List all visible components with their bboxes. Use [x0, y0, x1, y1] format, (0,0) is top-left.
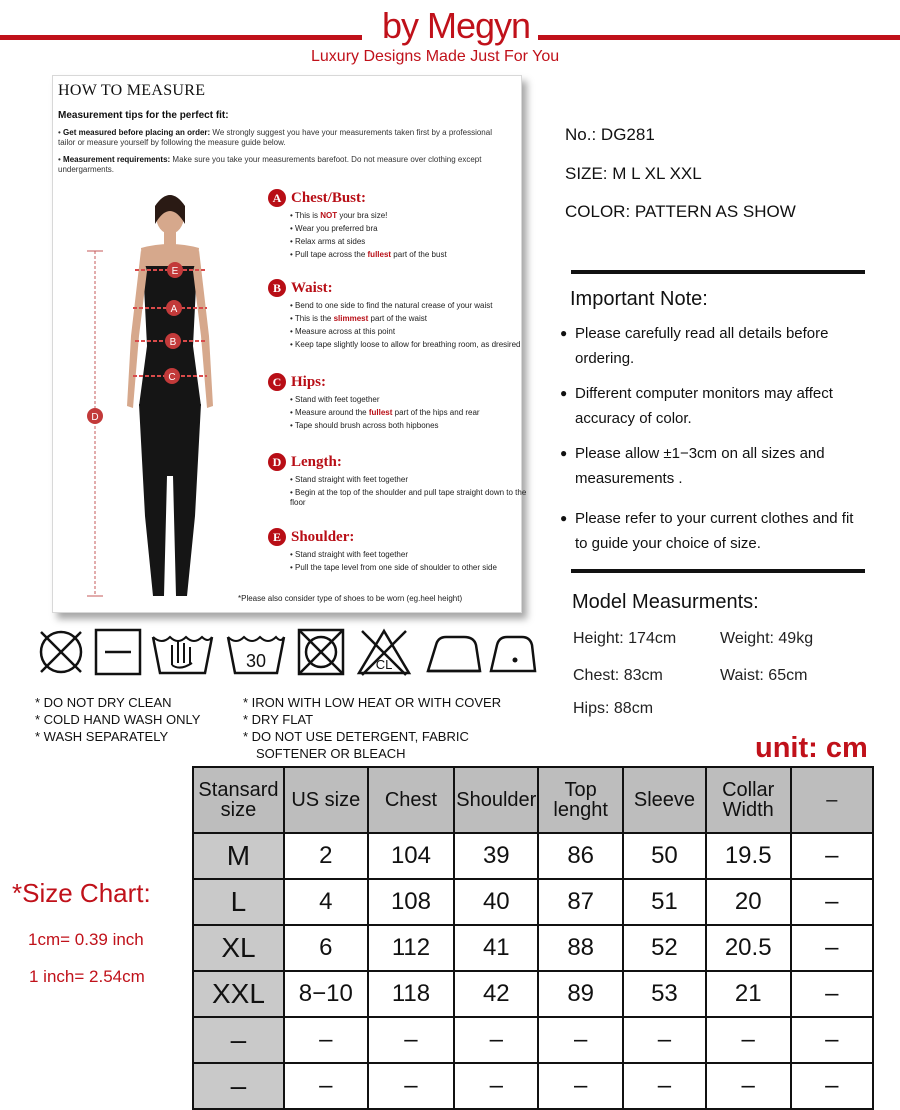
table-cell: 41	[454, 925, 538, 971]
table-cell: 51	[623, 879, 706, 925]
size-label-cell: M	[193, 833, 284, 879]
iron-low-icon	[424, 627, 484, 677]
model-weight: Weight: 49kg	[720, 630, 814, 647]
dry-flat-icon	[93, 627, 143, 677]
header-rule-right	[538, 35, 900, 40]
section-letter-d: D	[268, 453, 286, 471]
table-cell: –	[791, 925, 873, 971]
table-cell: –	[623, 1063, 706, 1109]
divider-bottom	[571, 569, 865, 573]
tips-heading: Measurement tips for the perfect fit:	[58, 110, 229, 121]
wash-30-icon	[225, 627, 287, 677]
table-cell: –	[791, 1063, 873, 1109]
tip-1: • Get measured before placing an order: We strongly suggest you have your measurements taken first by a professional tailor or measure yourself by following the measure guide below.	[58, 128, 492, 147]
size-label-cell: –	[193, 1063, 284, 1109]
table-cell: 86	[538, 833, 623, 879]
table-cell: –	[623, 1017, 706, 1063]
section-hips: C Hips: • Stand with feet together • Measure around the fullest part of the hips and rear • Tape should brush across both hipbones	[268, 373, 530, 434]
table-cell: –	[791, 1017, 873, 1063]
important-note-title: Important Note:	[570, 288, 708, 310]
care-instructions-right: * IRON WITH LOW HEAT OR WITH COVER * DRY FLAT * DO NOT USE DETERGENT, FABRIC SOFTENER OR BLEACH	[243, 695, 502, 761]
brand-tagline: Luxury Designs Made Just For You	[311, 48, 560, 65]
table-row	[193, 925, 873, 971]
unit-label: unit: cm	[755, 732, 868, 764]
how-to-measure-card	[52, 75, 527, 613]
model-measurements-title: Model Measurments:	[572, 591, 759, 613]
column-header: Collar Width	[706, 767, 791, 833]
product-color: COLOR: PATTERN AS SHOW	[565, 202, 796, 221]
table-cell: –	[538, 1017, 623, 1063]
column-header: Top lenght	[538, 767, 623, 833]
conversion-cm-inch: 1cm= 0.39 inch	[28, 930, 144, 949]
column-header: Sleeve	[623, 767, 706, 833]
table-cell: 87	[538, 879, 623, 925]
no-bleach-icon	[356, 627, 412, 677]
table-cell: –	[284, 1017, 368, 1063]
table-row	[193, 971, 873, 1017]
column-header: Shoulder	[454, 767, 538, 833]
table-cell: 112	[368, 925, 455, 971]
tip-2: • Measurement requirements: Make sure you take your measurements barefoot. Do not measure over clothing except undergarments.	[58, 155, 482, 174]
table-cell: 108	[368, 879, 455, 925]
column-header: US size	[284, 767, 368, 833]
table-cell: –	[368, 1017, 455, 1063]
brand-logo: by Megyn	[382, 5, 531, 46]
section-chest: A Chest/Bust: • This is NOT your bra size! • Wear you preferred bra • Relax arms at sides • Pull tape across the fullest part of the bust	[268, 189, 530, 263]
note-item-2: ● Different computer monitors may affect accuracy of color.	[560, 385, 833, 427]
table-cell: –	[791, 971, 873, 1017]
table-cell: 4	[284, 879, 368, 925]
model-chest: Chest: 83cm	[573, 667, 663, 684]
table-cell: 19.5	[706, 833, 791, 879]
size-label-cell: XXL	[193, 971, 284, 1017]
section-shoulder: E Shoulder: • Stand straight with feet together • Pull the tape level from one side of shoulder to other side	[268, 528, 530, 576]
care-instructions-left: * DO NOT DRY CLEAN * COLD HAND WASH ONLY * WASH SEPARATELY	[35, 695, 201, 744]
size-chart-title: *Size Chart:	[12, 878, 151, 908]
table-cell: 39	[454, 833, 538, 879]
section-length: D Length: • Stand straight with feet together • Begin at the top of the shoulder and pull tape straight down to the floor	[268, 453, 530, 511]
table-header-row	[193, 767, 873, 833]
figure-label-c: C	[168, 372, 176, 383]
figure-label-d: D	[91, 412, 99, 423]
model-height: Height: 174cm	[573, 630, 677, 647]
table-cell: –	[454, 1063, 538, 1109]
table-cell: –	[706, 1017, 791, 1063]
size-chart-table	[192, 766, 874, 1110]
card-title: HOW TO MEASURE	[58, 82, 206, 99]
table-cell: –	[284, 1063, 368, 1109]
size-label-cell: –	[193, 1017, 284, 1063]
table-cell: –	[706, 1063, 791, 1109]
product-sizes: SIZE: M L XL XXL	[565, 164, 702, 183]
table-cell: 20.5	[706, 925, 791, 971]
column-header: –	[791, 767, 873, 833]
size-label-cell: XL	[193, 925, 284, 971]
column-header: Stansard size	[193, 767, 284, 833]
iron-icon	[487, 627, 539, 677]
divider-top	[571, 270, 865, 274]
table-cell: 88	[538, 925, 623, 971]
section-letter-c: C	[268, 373, 286, 391]
figure-label-a: A	[170, 304, 178, 315]
table-row	[193, 1063, 873, 1109]
table-cell: –	[368, 1063, 455, 1109]
size-label-cell: L	[193, 879, 284, 925]
note-item-4: ● Please refer to your current clothes and fit to guide your choice of size.	[560, 510, 854, 552]
table-cell: –	[791, 879, 873, 925]
table-cell: 52	[623, 925, 706, 971]
model-hips: Hips: 88cm	[573, 700, 654, 717]
table-row	[193, 879, 873, 925]
hand-wash-icon	[150, 627, 215, 677]
card-footnote: *Please also consider type of shoes to be worn (eg.heel height)	[238, 594, 463, 603]
wash-temp-text: 30	[245, 651, 267, 671]
table-cell: 6	[284, 925, 368, 971]
table-cell: 21	[706, 971, 791, 1017]
section-waist: B Waist: • Bend to one side to find the natural crease of your waist • This is the slimmest part of the waist • Measure across at this point • Keep tape slightly loose to allow for breathing room, as dresired	[268, 279, 530, 353]
section-letter-e: E	[268, 528, 286, 546]
table-row	[193, 1017, 873, 1063]
figure-label-e: E	[171, 266, 179, 277]
no-tumble-dry-icon	[296, 627, 346, 677]
section-letter-a: A	[268, 189, 286, 207]
table-cell: 104	[368, 833, 455, 879]
table-cell: 2	[284, 833, 368, 879]
model-waist: Waist: 65cm	[720, 667, 808, 684]
table-row	[193, 833, 873, 879]
section-letter-b: B	[268, 279, 286, 297]
table-cell: 89	[538, 971, 623, 1017]
table-cell: 53	[623, 971, 706, 1017]
product-number: No.: DG281	[565, 125, 655, 144]
header-rule-left	[0, 35, 362, 40]
table-cell: –	[538, 1063, 623, 1109]
table-cell: 118	[368, 971, 455, 1017]
column-header: Chest	[368, 767, 455, 833]
table-cell: –	[791, 833, 873, 879]
note-item-3: ● Please allow ±1−3cm on all sizes and measurements .	[560, 445, 825, 487]
model-figure-illustration	[73, 176, 248, 606]
table-cell: 42	[454, 971, 538, 1017]
conversion-inch-cm: 1 inch= 2.54cm	[29, 967, 145, 986]
table-cell: –	[454, 1017, 538, 1063]
no-dry-clean-icon	[36, 627, 86, 677]
no-bleach-mark: CL	[375, 657, 393, 672]
figure-label-b: B	[169, 337, 177, 348]
table-cell: 50	[623, 833, 706, 879]
table-cell: 40	[454, 879, 538, 925]
table-cell: 20	[706, 879, 791, 925]
note-item-1: ● Please carefully read all details before ordering.	[560, 325, 829, 367]
table-cell: 8−10	[284, 971, 368, 1017]
